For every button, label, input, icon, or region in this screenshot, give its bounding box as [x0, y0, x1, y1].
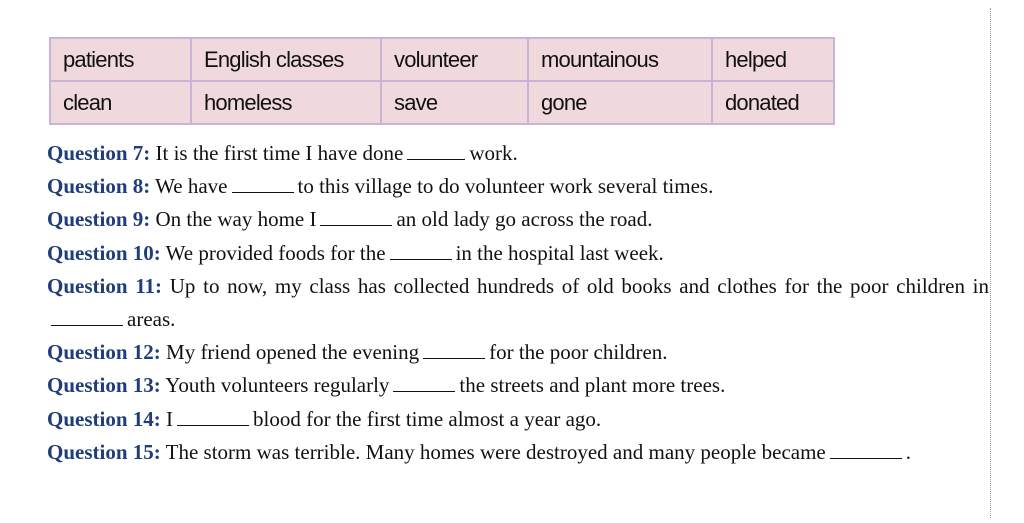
word-cell: volunteer	[381, 38, 528, 81]
question-text: work.	[469, 141, 518, 165]
question-label: Question 7:	[47, 141, 151, 165]
question-text: My friend opened the evening	[166, 340, 420, 365]
question-list	[47, 137, 989, 469]
question-9	[47, 203, 989, 236]
answer-blank[interactable]	[51, 324, 123, 326]
answer-blank[interactable]	[393, 390, 455, 392]
question-text: for the poor children.	[489, 340, 668, 365]
question-text: It is the first time I have done	[155, 141, 404, 165]
word-bank-row	[50, 38, 834, 81]
question-text: Up to now, my class has collected hundreds of old books and clothes for the poor children in	[169, 273, 990, 298]
word-cell: save	[381, 81, 528, 124]
question-10	[47, 237, 989, 270]
question-text: I	[166, 406, 174, 431]
answer-blank[interactable]	[177, 424, 249, 426]
word-cell: clean	[50, 81, 191, 124]
question-label: Question 8:	[47, 174, 151, 199]
question-text: We have	[155, 174, 228, 199]
word-cell: patients	[50, 38, 191, 81]
question-text: On the way home I	[155, 207, 317, 232]
word-cell: homeless	[191, 81, 381, 124]
answer-blank[interactable]	[423, 357, 485, 359]
question-text: areas.	[127, 307, 176, 332]
question-text: Youth volunteers regularly	[165, 373, 390, 398]
question-label: Question 10:	[47, 240, 161, 265]
question-text: .	[905, 439, 911, 464]
question-text: blood for the first time almost a year ago.	[253, 406, 602, 431]
question-8	[47, 170, 989, 203]
answer-blank[interactable]	[390, 258, 452, 260]
word-cell: English classes	[191, 38, 381, 81]
answer-blank[interactable]	[232, 191, 294, 193]
question-12	[47, 336, 989, 369]
question-text: in the hospital last week.	[455, 240, 664, 265]
question-15	[47, 436, 989, 469]
word-cell: helped	[712, 38, 834, 81]
question-text: an old lady go across the road.	[396, 207, 653, 232]
word-cell: mountainous	[528, 38, 712, 81]
question-11	[47, 270, 989, 336]
question-label: Question 11:	[47, 273, 163, 298]
word-bank-table	[49, 37, 835, 125]
word-bank-row	[50, 81, 834, 124]
question-14	[47, 403, 989, 436]
question-text: We provided foods for the	[165, 240, 386, 265]
question-label: Question 9:	[47, 207, 151, 232]
question-label: Question 13:	[47, 373, 161, 398]
question-13	[47, 369, 989, 402]
page-margin-line	[990, 8, 991, 518]
word-cell: gone	[528, 81, 712, 124]
question-label: Question 14:	[47, 406, 161, 431]
question-label: Question 15:	[47, 439, 161, 464]
answer-blank[interactable]	[320, 224, 392, 226]
word-cell: donated	[712, 81, 834, 124]
question-text: the streets and plant more trees.	[459, 373, 726, 398]
answer-blank[interactable]	[830, 457, 902, 459]
question-text: The storm was terrible. Many homes were destroyed and many people became	[165, 439, 826, 464]
answer-blank[interactable]	[407, 158, 465, 160]
question-text: to this village to do volunteer work several times.	[297, 174, 714, 199]
question-7	[47, 137, 989, 170]
question-label: Question 12:	[47, 340, 161, 365]
